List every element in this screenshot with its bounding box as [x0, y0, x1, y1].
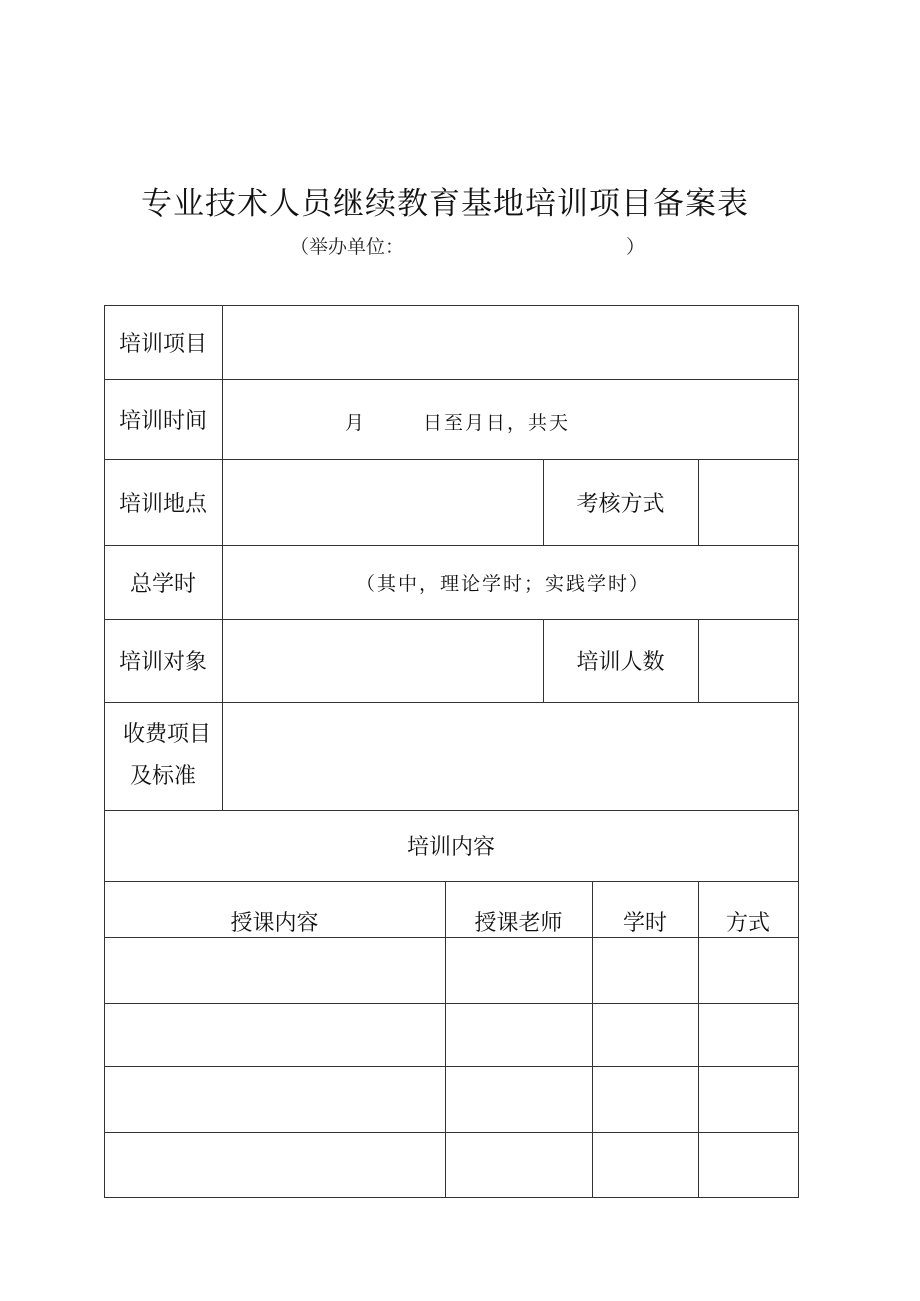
- training-time-month: 月: [345, 412, 367, 434]
- total-hours-breakdown[interactable]: （其中，理论学时；实践学时）: [355, 573, 650, 595]
- table-row[interactable]: [105, 1133, 798, 1197]
- organizer-line: [290, 232, 650, 258]
- total-hours-label: 总学时: [129, 571, 196, 597]
- training-content-header: 培训内容: [406, 835, 495, 860]
- training-time-range: 日至月日，共天: [423, 412, 571, 434]
- col-hours: 学时: [622, 910, 667, 936]
- row-divider: [104, 881, 799, 882]
- training-location-label: 培训地点: [118, 491, 207, 517]
- assessment-method-field[interactable]: [699, 460, 798, 545]
- training-target-field[interactable]: [223, 620, 543, 702]
- training-project-field[interactable]: [223, 306, 798, 379]
- training-time-field[interactable]: [223, 380, 798, 459]
- fee-label-line2: 及标准: [129, 764, 196, 789]
- table-row[interactable]: [105, 1067, 798, 1132]
- training-project-label: 培训项目: [118, 331, 207, 357]
- fee-standard-label: [104, 702, 222, 810]
- col-lecture-content: 授课内容: [230, 910, 319, 936]
- table-row[interactable]: [105, 1004, 798, 1066]
- form-title: 专业技术人员继续教育基地培训项目备案表: [141, 186, 749, 222]
- col-method: 方式: [725, 910, 770, 936]
- table-border-bottom: [104, 1197, 799, 1198]
- table-border-right: [798, 305, 799, 1198]
- col-lecturer: 授课老师: [474, 910, 563, 936]
- training-time-label: 培训时间: [118, 408, 207, 434]
- table-row[interactable]: [105, 938, 798, 1003]
- trainee-count-field[interactable]: [699, 620, 798, 702]
- assessment-method-label: 考核方式: [576, 491, 665, 517]
- fee-label-line1: 收费项目: [122, 722, 211, 747]
- training-location-field[interactable]: [223, 460, 543, 545]
- fee-standard-field[interactable]: [223, 703, 798, 810]
- trainee-count-label: 培训人数: [576, 650, 665, 675]
- training-target-label: 培训对象: [118, 650, 207, 675]
- organizer-close: ）: [626, 236, 646, 258]
- organizer-label: （举办单位：: [290, 236, 405, 258]
